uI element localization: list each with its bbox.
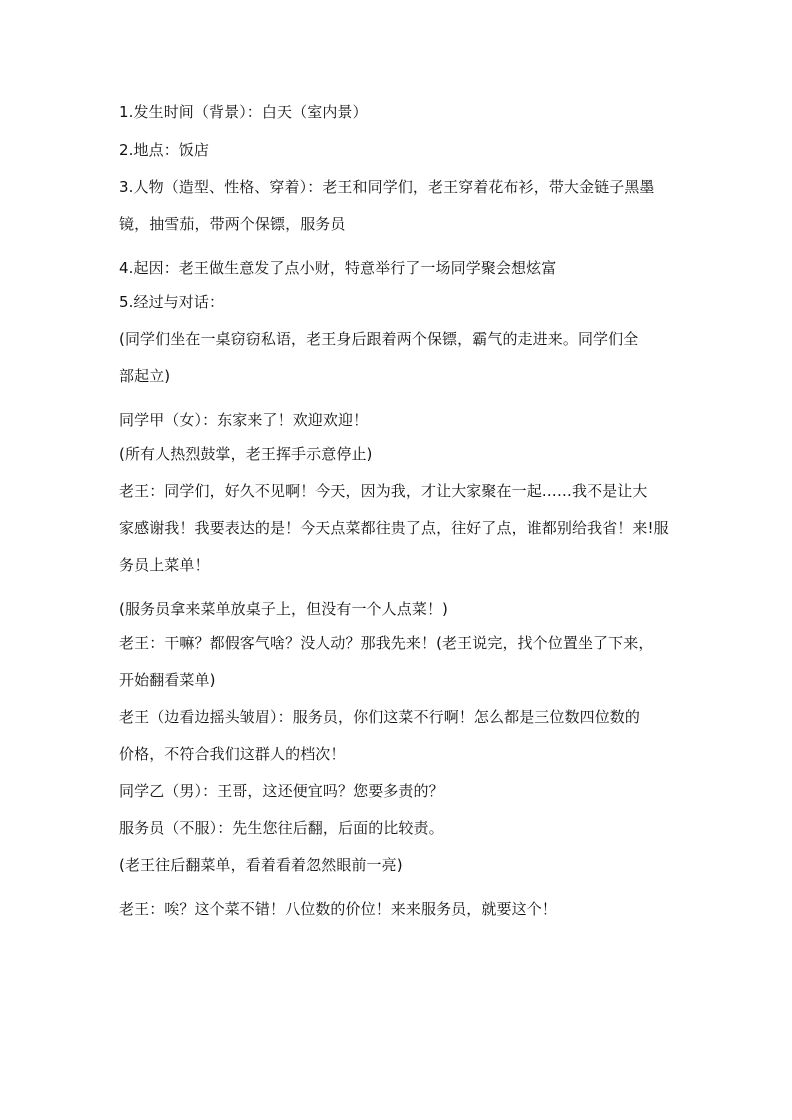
text-line-dialogue: 老王（边看边摇头皱眉）：服务员，你们这菜不行啊！怎么都是三位数四位数的: [119, 708, 641, 726]
text-line-process-heading: 5.经过与对话：: [119, 293, 225, 311]
text-line-location: 2.地点：饭店: [119, 141, 210, 159]
text-line-stage-direction-cont: 部起立): [119, 367, 171, 385]
text-line-stage-direction: (所有人热烈鼓掌，老王挥手示意停止): [119, 445, 373, 463]
text-line-dialogue: 老王：同学们，好久不见啊！今天，因为我，才让大家聚在一起……我不是让大: [119, 482, 648, 500]
text-line-dialogue: 服务员（不服）：先生您往后翻，后面的比较责。: [119, 819, 444, 837]
text-line-dialogue: 同学乙（男）：王哥，这还便宜吗？您要多责的？: [119, 782, 444, 800]
text-line-dialogue-cont: 开始翻看菜单): [119, 671, 216, 689]
text-line-dialogue: 同学甲（女）：东家来了！欢迎欢迎！: [119, 411, 369, 429]
text-line-stage-direction: (服务员拿来菜单放桌子上，但没有一个人点菜！): [119, 600, 449, 618]
text-line-time: 1.发生时间（背景）：白天（室内景）: [119, 103, 368, 121]
text-line-stage-direction: (同学们坐在一桌窃窃私语，老王身后跟着两个保镖，霸气的走进来。同学们全: [119, 330, 639, 348]
text-line-dialogue-cont: 价格，不符合我们这群人的档次！: [119, 745, 346, 763]
text-line-dialogue-cont: 家感谢我！我要表达的是！今天点菜都往贵了点，往好了点，谁都别给我省！来!服: [119, 519, 669, 537]
text-line-dialogue: 老王：唉？这个菜不错！八位数的价位！来来服务员，就要这个！: [119, 900, 557, 918]
text-line-cause: 4.起因：老王做生意发了点小财，特意举行了一场同学聚会想炫富: [119, 259, 557, 277]
text-line-dialogue-cont: 务员上菜单！: [119, 556, 210, 574]
text-line-characters-cont: 镜，抽雪茄，带两个保镖，服务员: [119, 215, 346, 233]
text-line-stage-direction: (老王往后翻菜单，看着看着忽然眼前一亮): [119, 856, 403, 874]
text-line-characters: 3.人物（造型、性格、穿着）：老王和同学们，老王穿着花布衫，带大金链子黑墨: [119, 178, 655, 196]
text-line-dialogue: 老王：干嘛？都假客气啥？没人动？那我先来！(老王说完，找个位置坐了下来，: [119, 634, 654, 652]
